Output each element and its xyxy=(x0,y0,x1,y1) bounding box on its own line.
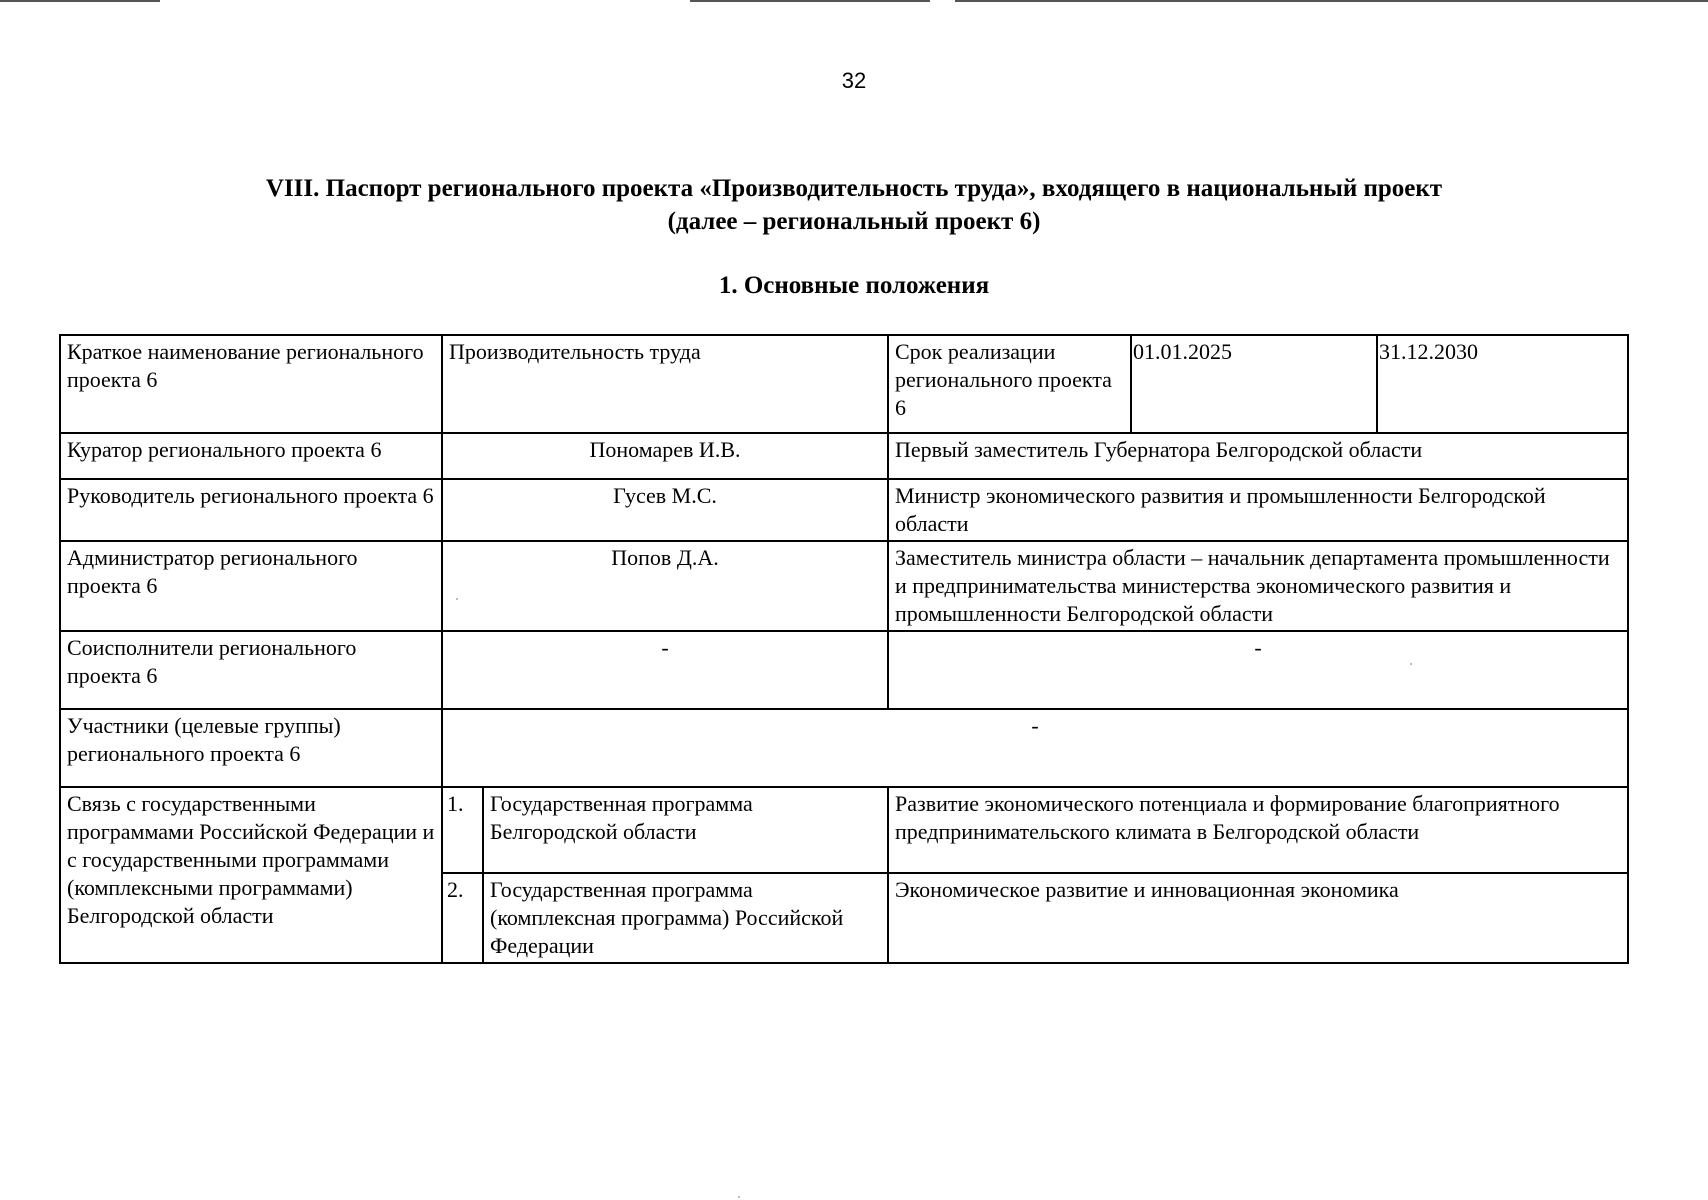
admin-name: Попов Д.А. xyxy=(442,541,888,631)
programs-label: Связь с государственными программами Российской Федерации и с государственными программами (комплексными программами) Белгородской области xyxy=(60,787,442,963)
leader-label: Руководитель регионального проекта 6 xyxy=(60,479,442,541)
scan-top-rule-right xyxy=(955,0,1708,2)
admin-label: Администратор регионального проекта 6 xyxy=(60,541,442,631)
curator-label: Куратор регионального проекта 6 xyxy=(60,433,442,479)
leader-position: Министр экономического развития и промышленности Белгородской области xyxy=(888,479,1628,541)
short-name-label: Краткое наименование регионального проекта 6 xyxy=(60,335,442,433)
program-number: 1. xyxy=(442,787,483,873)
passport-table xyxy=(59,334,1629,964)
scan-top-rule-middle xyxy=(690,0,930,2)
table-row-coexecutors xyxy=(60,631,1628,709)
program-name: Развитие экономического потенциала и формирование благоприятного предпринимательского климата в Белгородской области xyxy=(888,787,1628,873)
term-end-date: 31.12.2030 xyxy=(1377,335,1628,433)
table-row-administrator xyxy=(60,541,1628,631)
coexec-label: Соисполнители регионального проекта 6 xyxy=(60,631,442,709)
scan-speck xyxy=(738,1196,740,1198)
scan-speck xyxy=(1410,663,1412,665)
scan-top-rule-left xyxy=(0,0,160,2)
program-name: Экономическое развитие и инновационная экономика xyxy=(888,873,1628,963)
table-row-participants xyxy=(60,709,1628,787)
document-title xyxy=(120,172,1588,238)
coexec-position: - xyxy=(888,631,1628,709)
term-label: Срок реализации регионального проекта 6 xyxy=(888,335,1131,433)
page-number: 32 xyxy=(841,68,867,93)
program-type: Государственная программа Белгородской области xyxy=(483,787,888,873)
scan-speck xyxy=(456,598,458,600)
document-title-line-2: (далее – региональный проект 6) xyxy=(667,208,1041,235)
admin-position: Заместитель министра области – начальник департамента промышленности и предпринимательства министерства экономического развития и промышленности Белгородской области xyxy=(888,541,1628,631)
coexec-name: - xyxy=(442,631,888,709)
curator-position: Первый заместитель Губернатора Белгородской области xyxy=(888,433,1628,479)
section-title: 1. Основные положения xyxy=(718,272,990,299)
document-title-line-1: VIII. Паспорт регионального проекта «Производительность труда», входящего в национальный проект xyxy=(265,175,1443,202)
table-row-curator xyxy=(60,433,1628,479)
short-name-value: Производительность труда xyxy=(442,335,888,433)
table-row-short-name xyxy=(60,335,1628,433)
term-start-date: 01.01.2025 xyxy=(1131,335,1377,433)
participants-label: Участники (целевые группы) регионального проекта 6 xyxy=(60,709,442,787)
table-row-program-1 xyxy=(60,787,1628,873)
table-row-leader xyxy=(60,479,1628,541)
program-number: 2. xyxy=(442,873,483,963)
program-type: Государственная программа (комплексная программа) Российской Федерации xyxy=(483,873,888,963)
curator-name: Пономарев И.В. xyxy=(442,433,888,479)
leader-name: Гусев М.С. xyxy=(442,479,888,541)
participants-value: - xyxy=(442,709,1628,787)
